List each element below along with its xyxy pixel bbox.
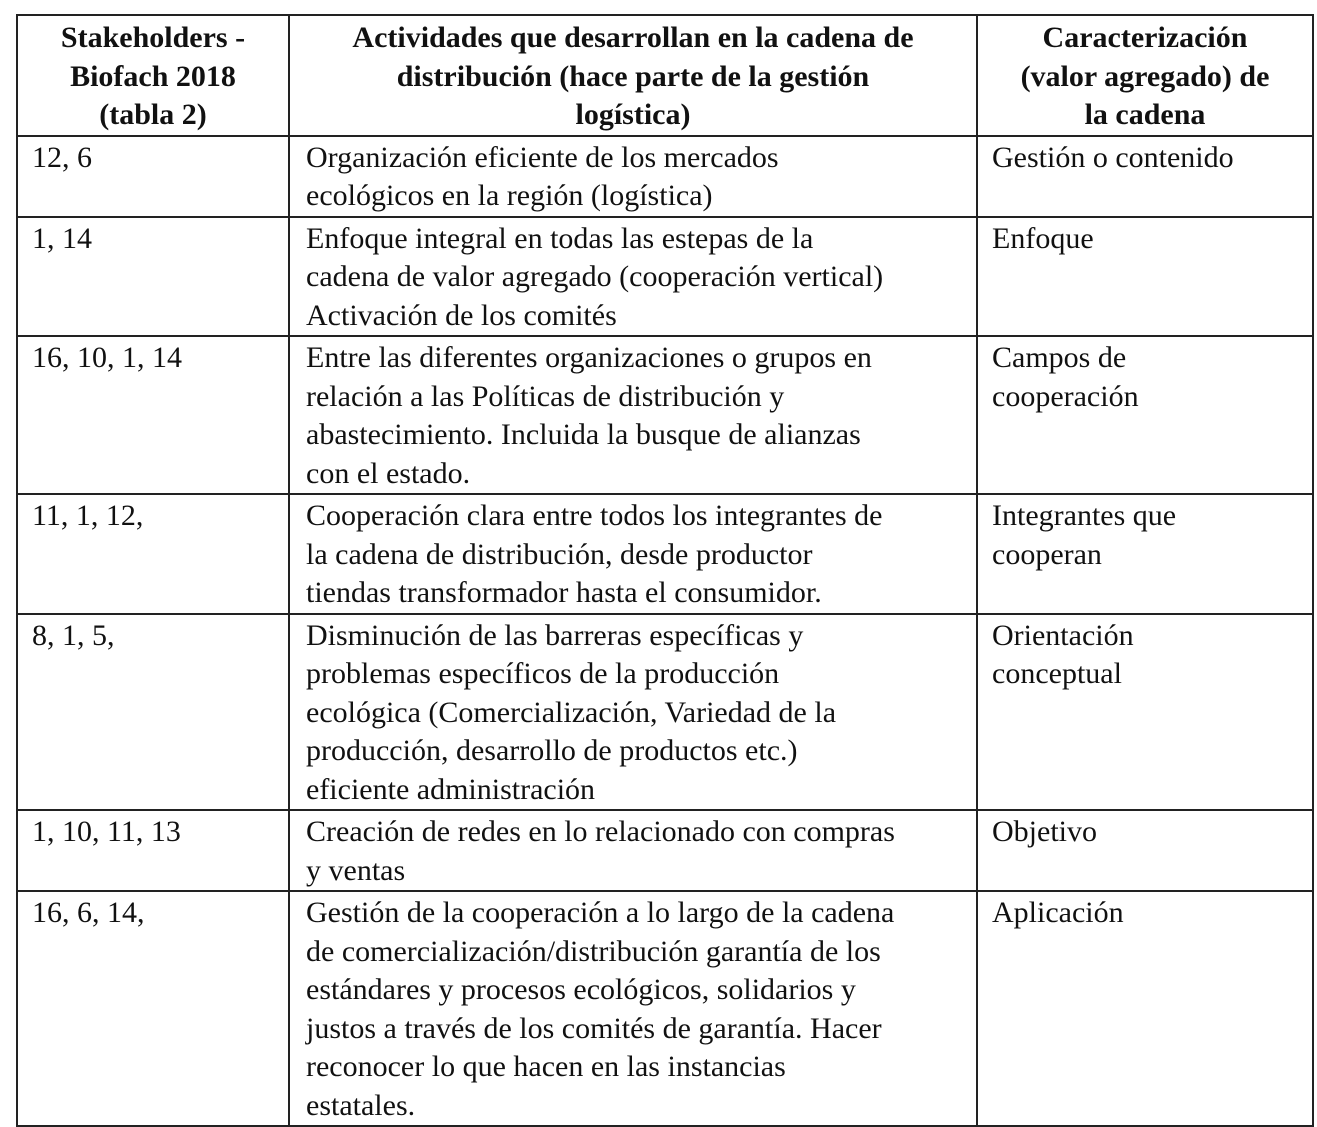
stakeholders-table bbox=[16, 14, 1314, 1127]
characterization-cell bbox=[977, 891, 1313, 1126]
activities-line: y ventas bbox=[306, 853, 406, 887]
activities-cell bbox=[289, 891, 977, 1126]
activities-line: problemas específicos de la producción bbox=[306, 657, 780, 690]
activities-line: reconocer lo que hacen en las instancias bbox=[306, 1050, 786, 1083]
activities-line: Activación de los comités bbox=[306, 298, 617, 332]
activities-cell bbox=[289, 136, 977, 217]
stakeholders-cell: 16, 6, 14, bbox=[17, 891, 289, 1126]
activities-line: Enfoque integral en todas las estepas de la bbox=[306, 221, 814, 255]
characterization-line: Integrantes que bbox=[992, 499, 1177, 532]
activities-line: producción, desarrollo de productos etc.) bbox=[306, 734, 798, 767]
activities-cell bbox=[289, 217, 977, 337]
characterization-line: cooperan bbox=[992, 537, 1102, 571]
stakeholders-cell: 11, 1, 12, bbox=[17, 494, 289, 614]
activities-line: abastecimiento. Incluida la busque de alianzas bbox=[306, 418, 861, 451]
characterization-cell bbox=[977, 136, 1313, 217]
characterization-cell bbox=[977, 614, 1313, 811]
characterization-cell bbox=[977, 217, 1313, 337]
activities-line: la cadena de distribución, desde productor bbox=[306, 537, 813, 571]
activities-line: justos a través de los comités de garantía. Hacer bbox=[306, 1011, 882, 1045]
characterization-line: Gestión o contenido bbox=[992, 140, 1234, 174]
activities-line: de comercialización/distribución garantía de los bbox=[306, 934, 881, 968]
activities-line: eficiente administración bbox=[306, 772, 596, 806]
characterization-cell bbox=[977, 336, 1313, 494]
stakeholders-cell: 12, 6 bbox=[17, 136, 289, 217]
characterization-cell bbox=[977, 494, 1313, 614]
activities-line: cadena de valor agregado (cooperación vertical) bbox=[306, 260, 884, 293]
activities-cell bbox=[289, 614, 977, 811]
table-row bbox=[17, 810, 1313, 891]
activities-cell bbox=[289, 336, 977, 494]
activities-line: tiendas transformador hasta el consumidor. bbox=[306, 576, 822, 609]
header-activities: Actividades que desarrollan en la cadena de distribución (hace parte de la gestión logística) bbox=[289, 15, 977, 136]
activities-line: ecológica (Comercialización, Variedad de la bbox=[306, 695, 837, 729]
activities-line: Disminución de las barreras específicas y bbox=[306, 618, 804, 652]
header-stakeholders: Stakeholders - Biofach 2018 (tabla 2) bbox=[17, 15, 289, 136]
characterization-line: Campos de bbox=[992, 341, 1127, 374]
characterization-line: Enfoque bbox=[992, 221, 1094, 255]
table-row bbox=[17, 494, 1313, 614]
activities-line: Creación de redes en lo relacionado con compras bbox=[306, 815, 895, 848]
activities-cell bbox=[289, 810, 977, 891]
stakeholders-cell: 1, 14 bbox=[17, 217, 289, 337]
stakeholders-cell: 8, 1, 5, bbox=[17, 614, 289, 811]
table-row bbox=[17, 136, 1313, 217]
activities-line: Cooperación clara entre todos los integrantes de bbox=[306, 499, 883, 532]
stakeholders-cell: 1, 10, 11, 13 bbox=[17, 810, 289, 891]
table-row bbox=[17, 614, 1313, 811]
activities-line: ecológicos en la región (logística) bbox=[306, 179, 713, 212]
activities-line: estatales. bbox=[306, 1088, 416, 1122]
activities-line: Entre las diferentes organizaciones o grupos en bbox=[306, 341, 872, 374]
stakeholders-cell: 16, 10, 1, 14 bbox=[17, 336, 289, 494]
activities-line: estándares y procesos ecológicos, solidarios y bbox=[306, 973, 856, 1006]
header-row bbox=[17, 15, 1313, 136]
characterization-line: Aplicación bbox=[992, 896, 1124, 929]
table-row bbox=[17, 891, 1313, 1126]
activities-line: relación a las Políticas de distribución y bbox=[306, 379, 785, 413]
characterization-line: Orientación bbox=[992, 618, 1134, 652]
activities-line: Gestión de la cooperación a lo largo de la cadena bbox=[306, 896, 895, 929]
activities-line: con el estado. bbox=[306, 456, 471, 490]
activities-cell bbox=[289, 494, 977, 614]
header-characterization: Caracterización (valor agregado) de la cadena bbox=[977, 15, 1313, 136]
characterization-line: cooperación bbox=[992, 379, 1139, 413]
activities-line: Organización eficiente de los mercados bbox=[306, 140, 779, 174]
characterization-line: Objetivo bbox=[992, 815, 1097, 848]
characterization-cell bbox=[977, 810, 1313, 891]
table-row bbox=[17, 336, 1313, 494]
characterization-line: conceptual bbox=[992, 657, 1122, 690]
table-row bbox=[17, 217, 1313, 337]
